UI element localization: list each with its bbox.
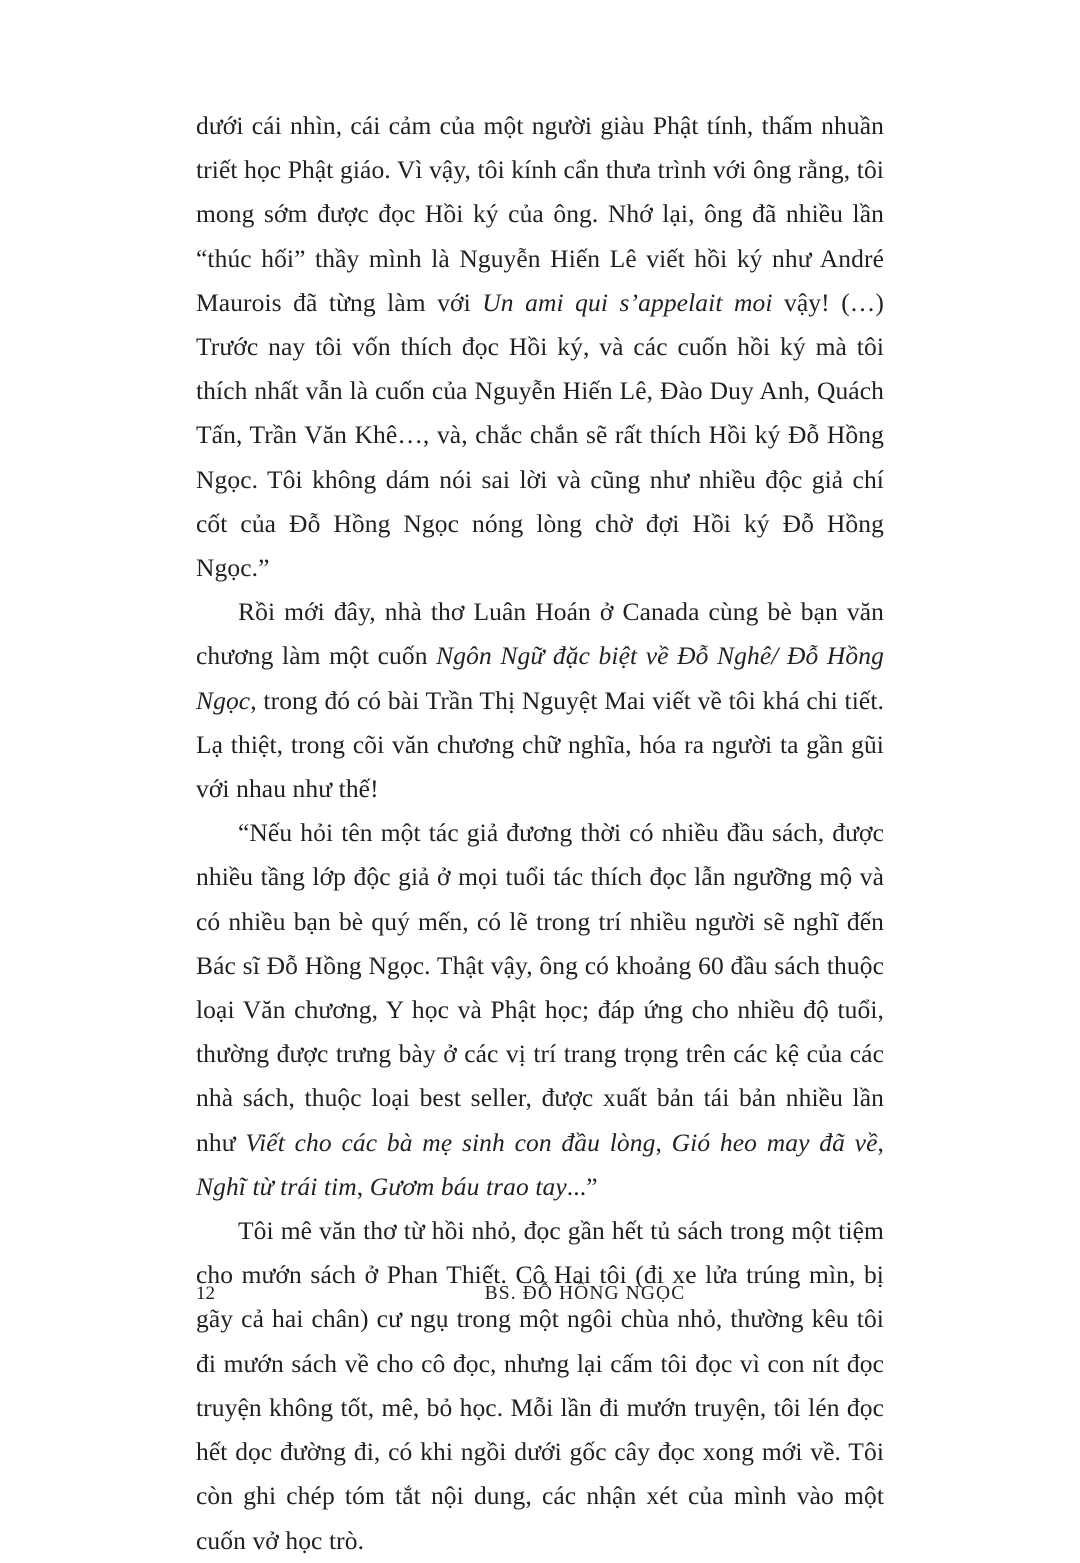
text-run: Tôi mê văn thơ từ hồi nhỏ, đọc gần hết tủ sách trong một tiệm cho mướn sách ở Phan Thiết. Cô Hai tôi (đi xe lửa trúng mìn, bị gãy cả hai chân) cư ngụ trong một ngôi chùa nhỏ, thường kêu tôi đi mướn sách về cho cô đọc, nhưng lại cấm tôi đọc vì con nít đọc truyện không tốt, mê, bỏ học. Mỗi lần đi mướn truyện, tôi lén đọc hết dọc đường đi, có khi ngồi dưới gốc cây đọc xong mới về. Tôi còn ghi chép tóm tắt nội dung, các nhận xét của mình vào một cuốn vở học trò. (196, 1216, 884, 1555)
paragraph (196, 104, 884, 590)
text-run: ...” (566, 1171, 598, 1201)
text-run: dưới cái nhìn, cái cảm của một người giàu Phật tính, thấm nhuần triết học Phật giáo. Vì vậy, tôi kính cẩn thưa trình với ông rằng, tôi mong sớm được đọc Hồi ký của ông. Nhớ lại, ông đã nhiều lần “thúc hối” thầy mình là Nguyễn Hiến Lê viết hồi ký như André Maurois đã từng làm với (196, 111, 884, 317)
paragraph (196, 1209, 884, 1563)
italic-title: Viết cho các bà mẹ sinh con đầu lòng (245, 1127, 656, 1157)
paragraph (196, 811, 884, 1209)
text-run: Rồi mới đây, nhà thơ Luân Hoán ở Canada cùng bè bạn văn chương làm một cuốn (196, 597, 884, 671)
italic-title: Ngôn Ngữ đặc biệt về Đỗ Nghê/ Đỗ Hồng Ngọc (196, 641, 884, 715)
italic-title: Gió heo may đã về (671, 1127, 878, 1157)
text-run: “Nếu hỏi tên một tác giả đương thời có nhiều đầu sách, được nhiều tầng lớp độc giả ở mọi tuổi tác thích đọc lẫn ngưỡng mộ và có nhiều bạn bè quý mến, có lẽ trong trí nhiều người sẽ nghĩ đến Bác sĩ Đỗ Hồng Ngọc. Thật vậy, ông có khoảng 60 đầu sách thuộc loại Văn chương, Y học và Phật học; đáp ứng cho nhiều độ tuổi, thường được trưng bày ở các vị trí trang trọng trên các kệ của các nhà sách, thuộc loại best seller, được xuất bản tái bản nhiều lần như (196, 818, 884, 1157)
text-run: , (356, 1171, 370, 1201)
text-run: , (655, 1127, 672, 1157)
page-number: 12 (196, 1283, 215, 1304)
text-run: , trong đó có bài Trần Thị Nguyệt Mai viết về tôi khá chi tiết. Lạ thiệt, trong cõi văn chương chữ nghĩa, hóa ra người ta gần gũi với nhau như thế! (196, 685, 884, 804)
body-text (196, 104, 884, 1563)
page-footer (196, 1283, 884, 1305)
paragraph (196, 590, 884, 811)
italic-title: Nghĩ từ trái tim (196, 1171, 357, 1201)
text-run: vậy! (…) Trước nay tôi vốn thích đọc Hồi ký, và các cuốn hồi ký mà tôi thích nhất vẫn là cuốn của Nguyễn Hiến Lê, Đào Duy Anh, Quách Tấn, Trần Văn Khê…, và, chắc chắn sẽ rất thích Hồi ký Đỗ Hồng Ngọc. Tôi không dám nói sai lời và cũng như nhiều độc giả chí cốt của Đỗ Hồng Ngọc nóng lòng chờ đợi Hồi ký Đỗ Hồng Ngọc.” (196, 287, 884, 583)
text-run: , (877, 1127, 884, 1157)
running-head: BS. ĐỖ HỒNG NGỌC (484, 1283, 686, 1304)
italic-title: Un ami qui s’appelait moi (482, 287, 773, 317)
italic-title: Gươm báu trao tay (369, 1171, 567, 1201)
